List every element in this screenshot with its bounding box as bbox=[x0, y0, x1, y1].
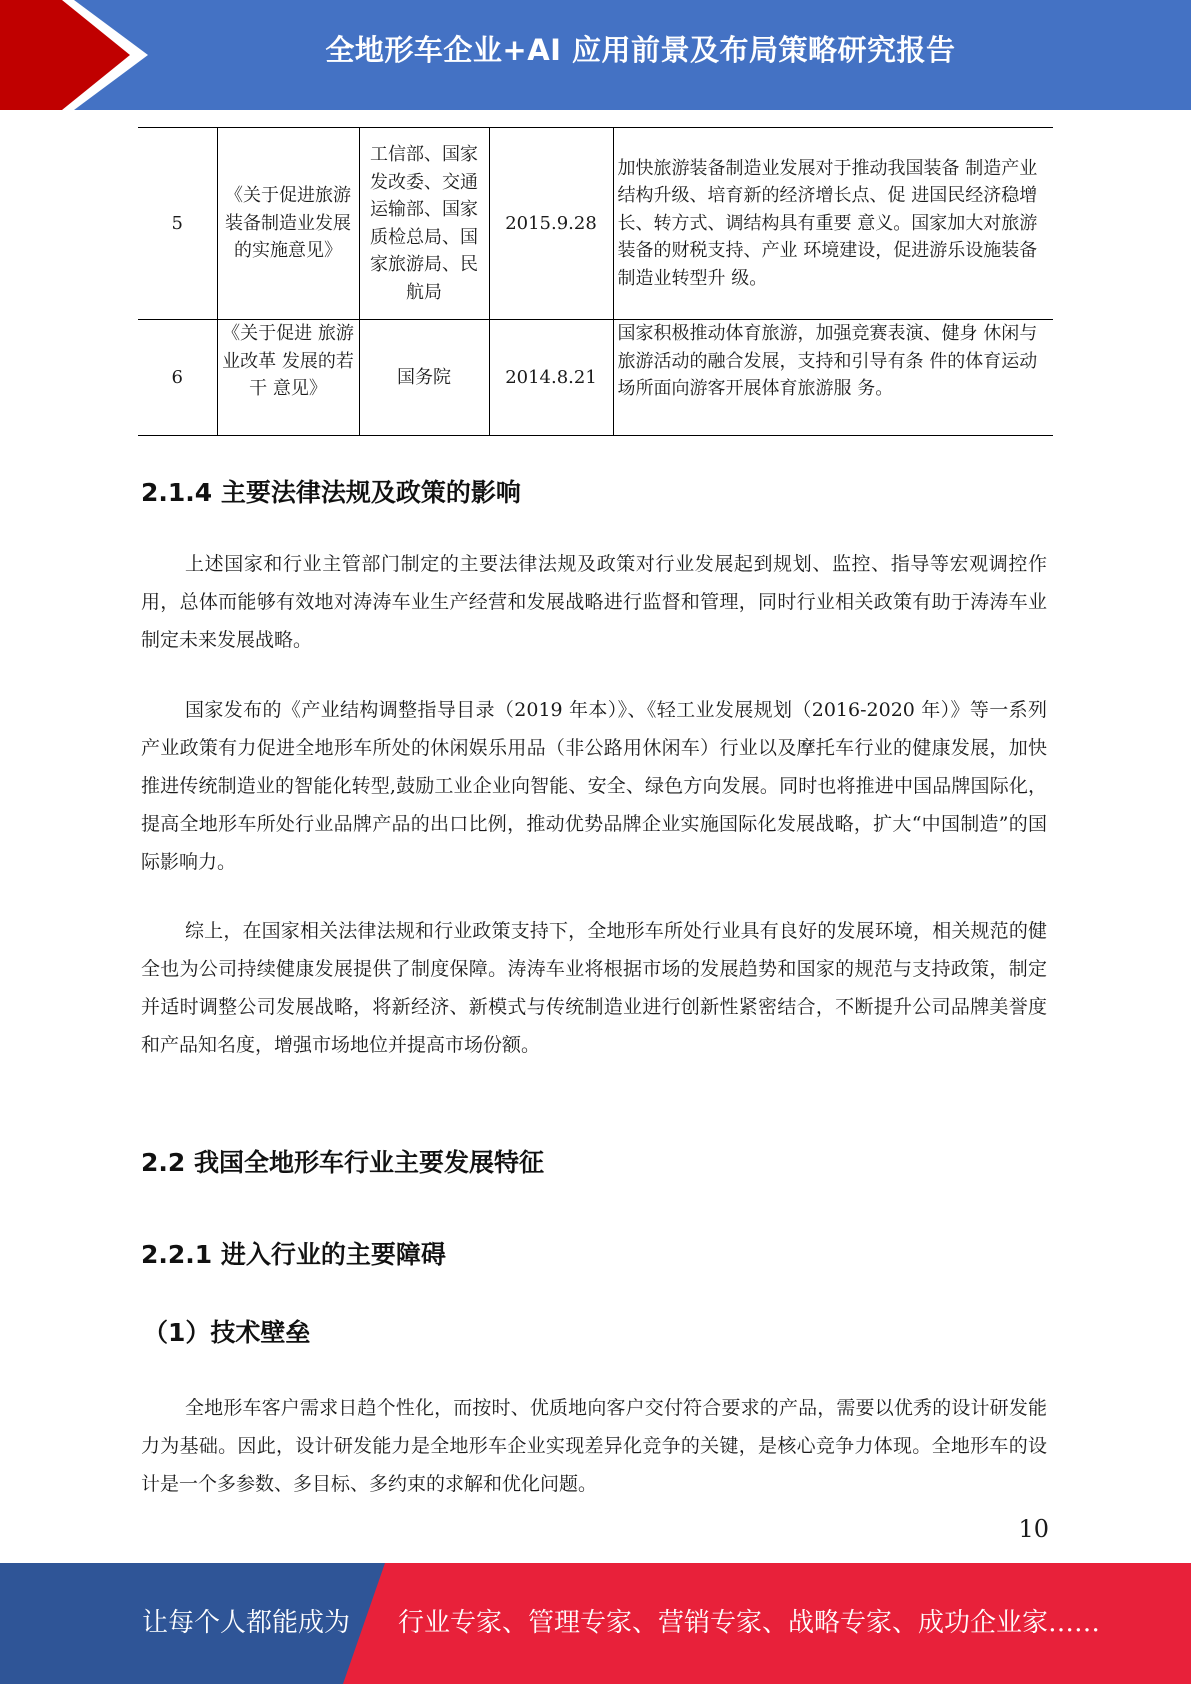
document-title: 全地形车企业+AI 应用前景及布局策略研究报告 bbox=[325, 33, 956, 67]
paragraph: 国家发布的《产业结构调整指导目录（2019 年本）》、《轻工业发展规划（2016-2020 年）》等一系列产业政策有力促进全地形车所处的休闲娱乐用品（非公路用休闲车）行业以及摩托车行业的健康发展，加快推进传统制造业的智能化转型,鼓励工业企业向智能、安全、绿色方向发展。同时也将推进中国品牌国际化，提高全地形车所处行业品牌产品的出口比例，推动优势品牌企业实施国际化发展战略，扩大“中国制造”的国际影响力。 bbox=[141, 699, 1047, 873]
footer-slogan-left: 让每个人都能成为 bbox=[142, 1608, 351, 1638]
table-row bbox=[138, 320, 1053, 436]
table-cell-policy-name: 《关于促进 旅游业改革 发展的若干 意见》 bbox=[217, 320, 359, 436]
policy-table bbox=[138, 127, 1053, 436]
table-cell-policy-name: 《关于促进旅游装备制造业发展的实施意见》 bbox=[217, 128, 359, 320]
paragraph: 上述国家和行业主管部门制定的主要法律法规及政策对行业发展起到规划、监控、指导等宏观调控作用，总体而能够有效地对涛涛车业生产经营和发展战略进行监督和管理，同时行业相关政策有助于涛涛车业制定未来发展战略。 bbox=[141, 553, 1047, 651]
header-bar bbox=[0, 0, 1191, 110]
section-heading-2-2: 2.2 我国全地形车行业主要发展特征 bbox=[141, 1148, 544, 1177]
section-heading-2-1-4: 2.1.4 主要法律法规及政策的影响 bbox=[141, 478, 521, 507]
section-heading-2-2-1: 2.2.1 进入行业的主要障碍 bbox=[141, 1240, 446, 1269]
table-cell-department: 工信部、国家发改委、交通运输部、国家质检总局、国家旅游局、民航局 bbox=[359, 128, 489, 320]
table-cell-description: 加快旅游装备制造业发展对于推动我国装备 制造产业结构升级、培育新的经济增长点、促 进国民经济稳增长、转方式、调结构具有重要 意义。国家加大对旅游装备的财税支持、产业 环境建设，促进游乐设施装备制造业转型升 级。 bbox=[613, 128, 1053, 320]
table-cell-date: 2014.8.21 bbox=[489, 320, 613, 436]
paragraph: 全地形车客户需求日趋个性化，而按时、优质地向客户交付符合要求的产品，需要以优秀的设计研发能力为基础。因此，设计研发能力是全地形车企业实现差异化竞争的关键，是核心竞争力体现。全地形车的设计是一个多参数、多目标、多约束的求解和优化问题。 bbox=[141, 1397, 1047, 1495]
footer-slogan-right: 行业专家、管理专家、营销专家、战略专家、成功企业家…… bbox=[398, 1608, 1101, 1638]
table-row bbox=[138, 128, 1053, 320]
table-cell-number: 5 bbox=[138, 128, 217, 320]
footer-banner bbox=[0, 1563, 1191, 1684]
subsection-heading-technical-barrier: （1）技术壁垒 bbox=[143, 1318, 311, 1347]
table-cell-number: 6 bbox=[138, 320, 217, 436]
table-cell-department: 国务院 bbox=[359, 320, 489, 436]
page-number: 10 bbox=[1018, 1515, 1049, 1543]
table-cell-description: 国家积极推动体育旅游，加强竞赛表演、健身 休闲与旅游活动的融合发展，支持和引导有条 件的体育运动场所面向游客开展体育旅游服 务。 bbox=[613, 320, 1053, 436]
table-cell-date: 2015.9.28 bbox=[489, 128, 613, 320]
paragraph: 综上，在国家相关法律法规和行业政策支持下，全地形车所处行业具有良好的发展环境，相关规范的健全也为公司持续健康发展提供了制度保障。涛涛车业将根据市场的发展趋势和国家的规范与支持政策，制定并适时调整公司发展战略，将新经济、新模式与传统制造业进行创新性紧密结合，不断提升公司品牌美誉度和产品知名度，增强市场地位并提高市场份额。 bbox=[141, 920, 1047, 1056]
